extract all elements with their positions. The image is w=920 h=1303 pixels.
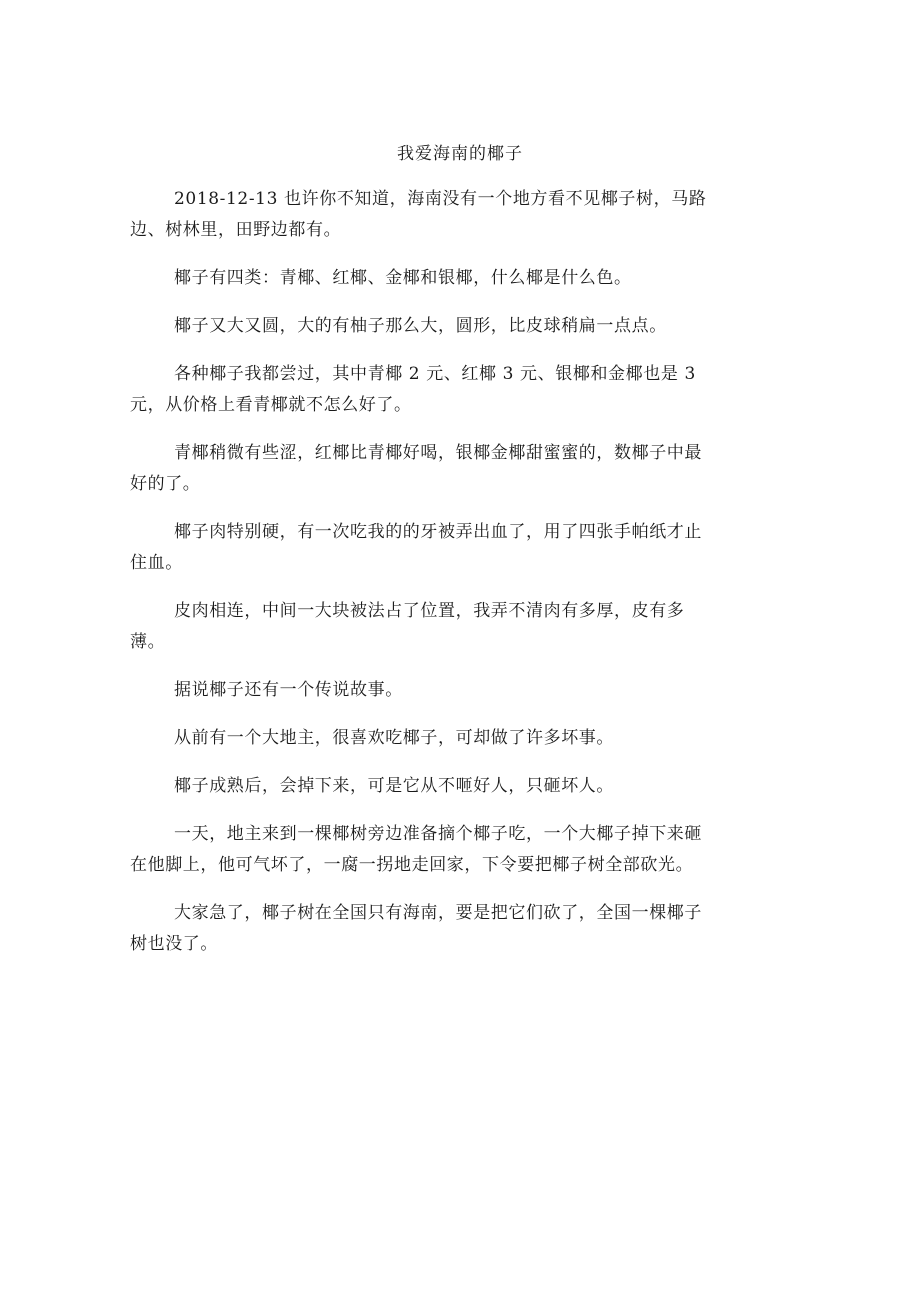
paragraph-5: 青椰稍微有些涩，红椰比青椰好喝，银椰金椰甜蜜蜜的，数椰子中最好的了。 [130, 443, 702, 494]
paragraph-6: 椰子肉特别硬，有一次吃我的的牙被弄出血了，用了四张手帕纸才止住血。 [130, 522, 702, 573]
paragraph-3: 椰子又大又圆，大的有柚子那么大，圆形，比皮球稍扁一点点。 [174, 316, 667, 336]
document-body [130, 184, 710, 977]
paragraph-8: 据说椰子还有一个传说故事。 [174, 680, 403, 700]
paragraph-12: 大家急了，椰子树在全国只有海南，要是把它们砍了，全国一棵椰子树也没了。 [130, 903, 702, 954]
paragraph-9: 从前有一个大地主，很喜欢吃椰子，可却做了许多坏事。 [174, 728, 614, 748]
paragraph-10: 椰子成熟后，会掉下来，可是它从不咂好人，只砸坏人。 [174, 776, 614, 796]
paragraph-11: 一天，地主来到一棵椰树旁边准备摘个椰子吃，一个大椰子掉下来砸在他脚上，他可气坏了，一腐一拐地走回家，下令要把椰子树全部砍光。 [130, 824, 702, 875]
paragraph-1: 2018-12-13 也许你不知道，海南没有一个地方看不见椰子树，马路边、树林里，田野边都有。 [130, 189, 707, 240]
paragraph-2: 椰子有四类：青椰、红椰、金椰和银椰，什么椰是什么色。 [174, 268, 632, 288]
paragraph-7: 皮肉相连，中间一大块被法占了位置，我弄不清肉有多厚，皮有多薄。 [130, 601, 685, 652]
paragraph-4: 各种椰子我都尝过，其中青椰 2 元、红椰 3 元、银椰和金椰也是 3 元，从价格上看青椰就不怎么好了。 [130, 364, 696, 415]
document-title: 我爱海南的椰子 [397, 144, 523, 164]
